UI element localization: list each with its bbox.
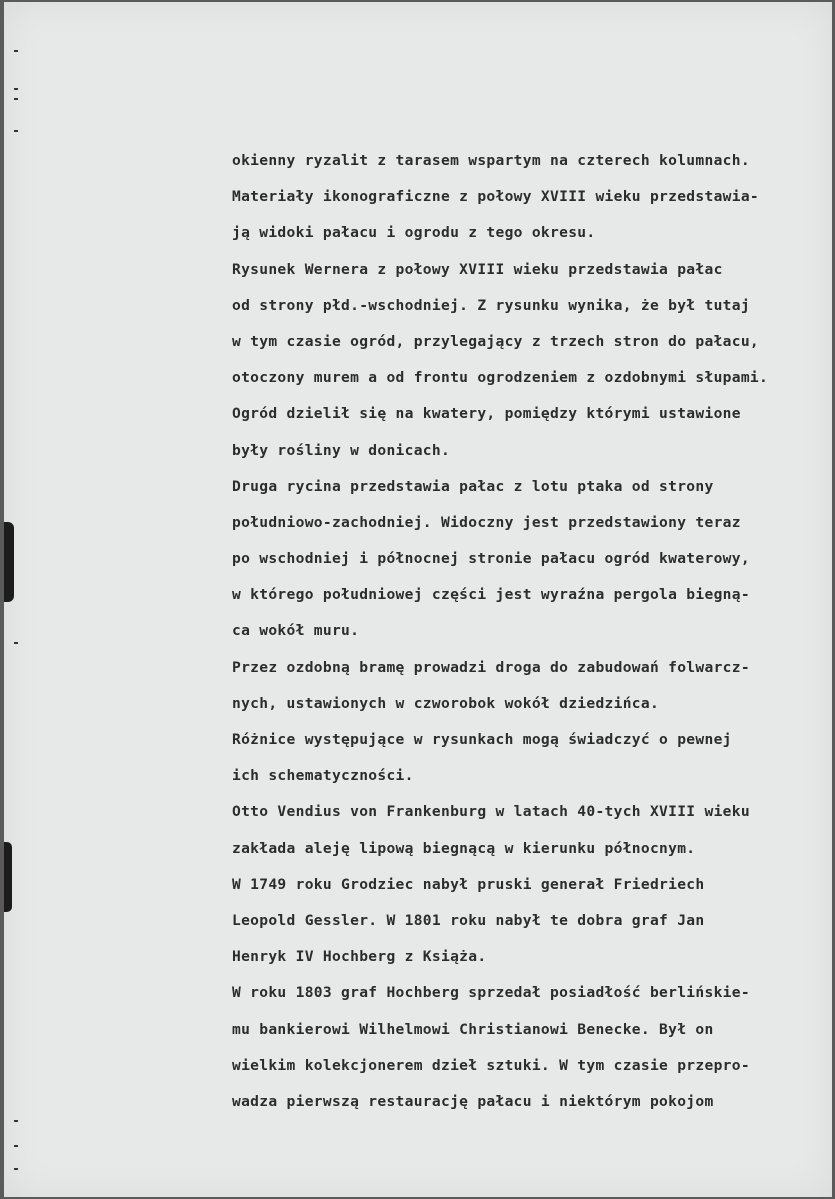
margin-mark [14, 88, 18, 90]
text-line: Leopold Gessler. W 1801 roku nabył te dobra graf Jan [232, 911, 705, 929]
text-line: w którego południowej części jest wyraźna pergola biegną- [232, 586, 750, 604]
text-line: po wschodniej i północnej stronie pałacu ogród kwaterowy, [232, 550, 750, 568]
text-line: mu bankierowi Wilhelmowi Christianowi Benecke. Był on [232, 1020, 714, 1038]
scan-edge-shadow [4, 522, 14, 602]
text-line: otoczony murem a od frontu ogrodzeniem z ozdobnymi słupami. [232, 369, 769, 387]
text-line: zakłada aleję lipową biegnącą w kierunku północnym. [232, 839, 696, 857]
margin-mark [14, 1120, 18, 1122]
text-line: Druga rycina przedstawia pałac z lotu ptaka od strony [232, 477, 714, 495]
text-line: ca wokół muru. [232, 622, 360, 640]
document-page [4, 2, 832, 1197]
text-line: W 1749 roku Grodziec nabył pruski generał Friedriech [232, 875, 705, 893]
text-line: Materiały ikonograficzne z połowy XVIII wieku przedstawia- [232, 188, 759, 206]
text-line: Przez ozdobną bramę prowadzi droga do zabudowań folwarcz- [232, 658, 750, 676]
scan-edge-shadow [4, 842, 12, 912]
text-line: w tym czasie ogród, przylegający z trzech stron do pałacu, [232, 332, 759, 350]
text-line: nych, ustawionych w czworobok wokół dziedzińca. [232, 694, 660, 712]
text-line: były rośliny w donicach. [232, 441, 451, 459]
text-line: Różnice występujące w rysunkach mogą świadczyć o pewnej [232, 731, 732, 748]
text-line: Henryk IV Hochberg z Książa. [232, 948, 487, 966]
text-line: okienny ryzalit z tarasem wspartym na czterech kolumnach. [232, 152, 750, 169]
text-line: południowo-zachodniej. Widoczny jest przedstawiony teraz [232, 513, 741, 531]
margin-mark [14, 1168, 18, 1170]
text-line: od strony płd.-wschodniej. Z rysunku wynika, że był tutaj [232, 296, 750, 314]
margin-mark [14, 130, 18, 132]
margin-mark [14, 50, 18, 52]
margin-mark [14, 98, 18, 100]
text-line: wielkim kolekcjonerem dzieł sztuki. W tym czasie przepro- [232, 1056, 750, 1074]
margin-mark [14, 1145, 18, 1147]
text-line: ich schematyczności. [232, 767, 414, 785]
text-line: Rysunek Wernera z połowy XVIII wieku przedstawia pałac [232, 260, 723, 278]
text-line: Otto Vendius von Frankenburg w latach 40-tych XVIII wieku [232, 803, 750, 821]
text-line: Ogród dzielił się na kwatery, pomiędzy którymi ustawione [232, 405, 741, 423]
margin-mark [14, 642, 18, 644]
text-line: wadza pierwszą restaurację pałacu i niektórym pokojom [232, 1092, 714, 1110]
typed-text-body [232, 143, 832, 1120]
text-line: ją widoki pałacu i ogrodu z tego okresu. [232, 224, 596, 242]
text-line: W roku 1803 graf Hochberg sprzedał posiadłość berlińskie- [232, 984, 750, 1002]
